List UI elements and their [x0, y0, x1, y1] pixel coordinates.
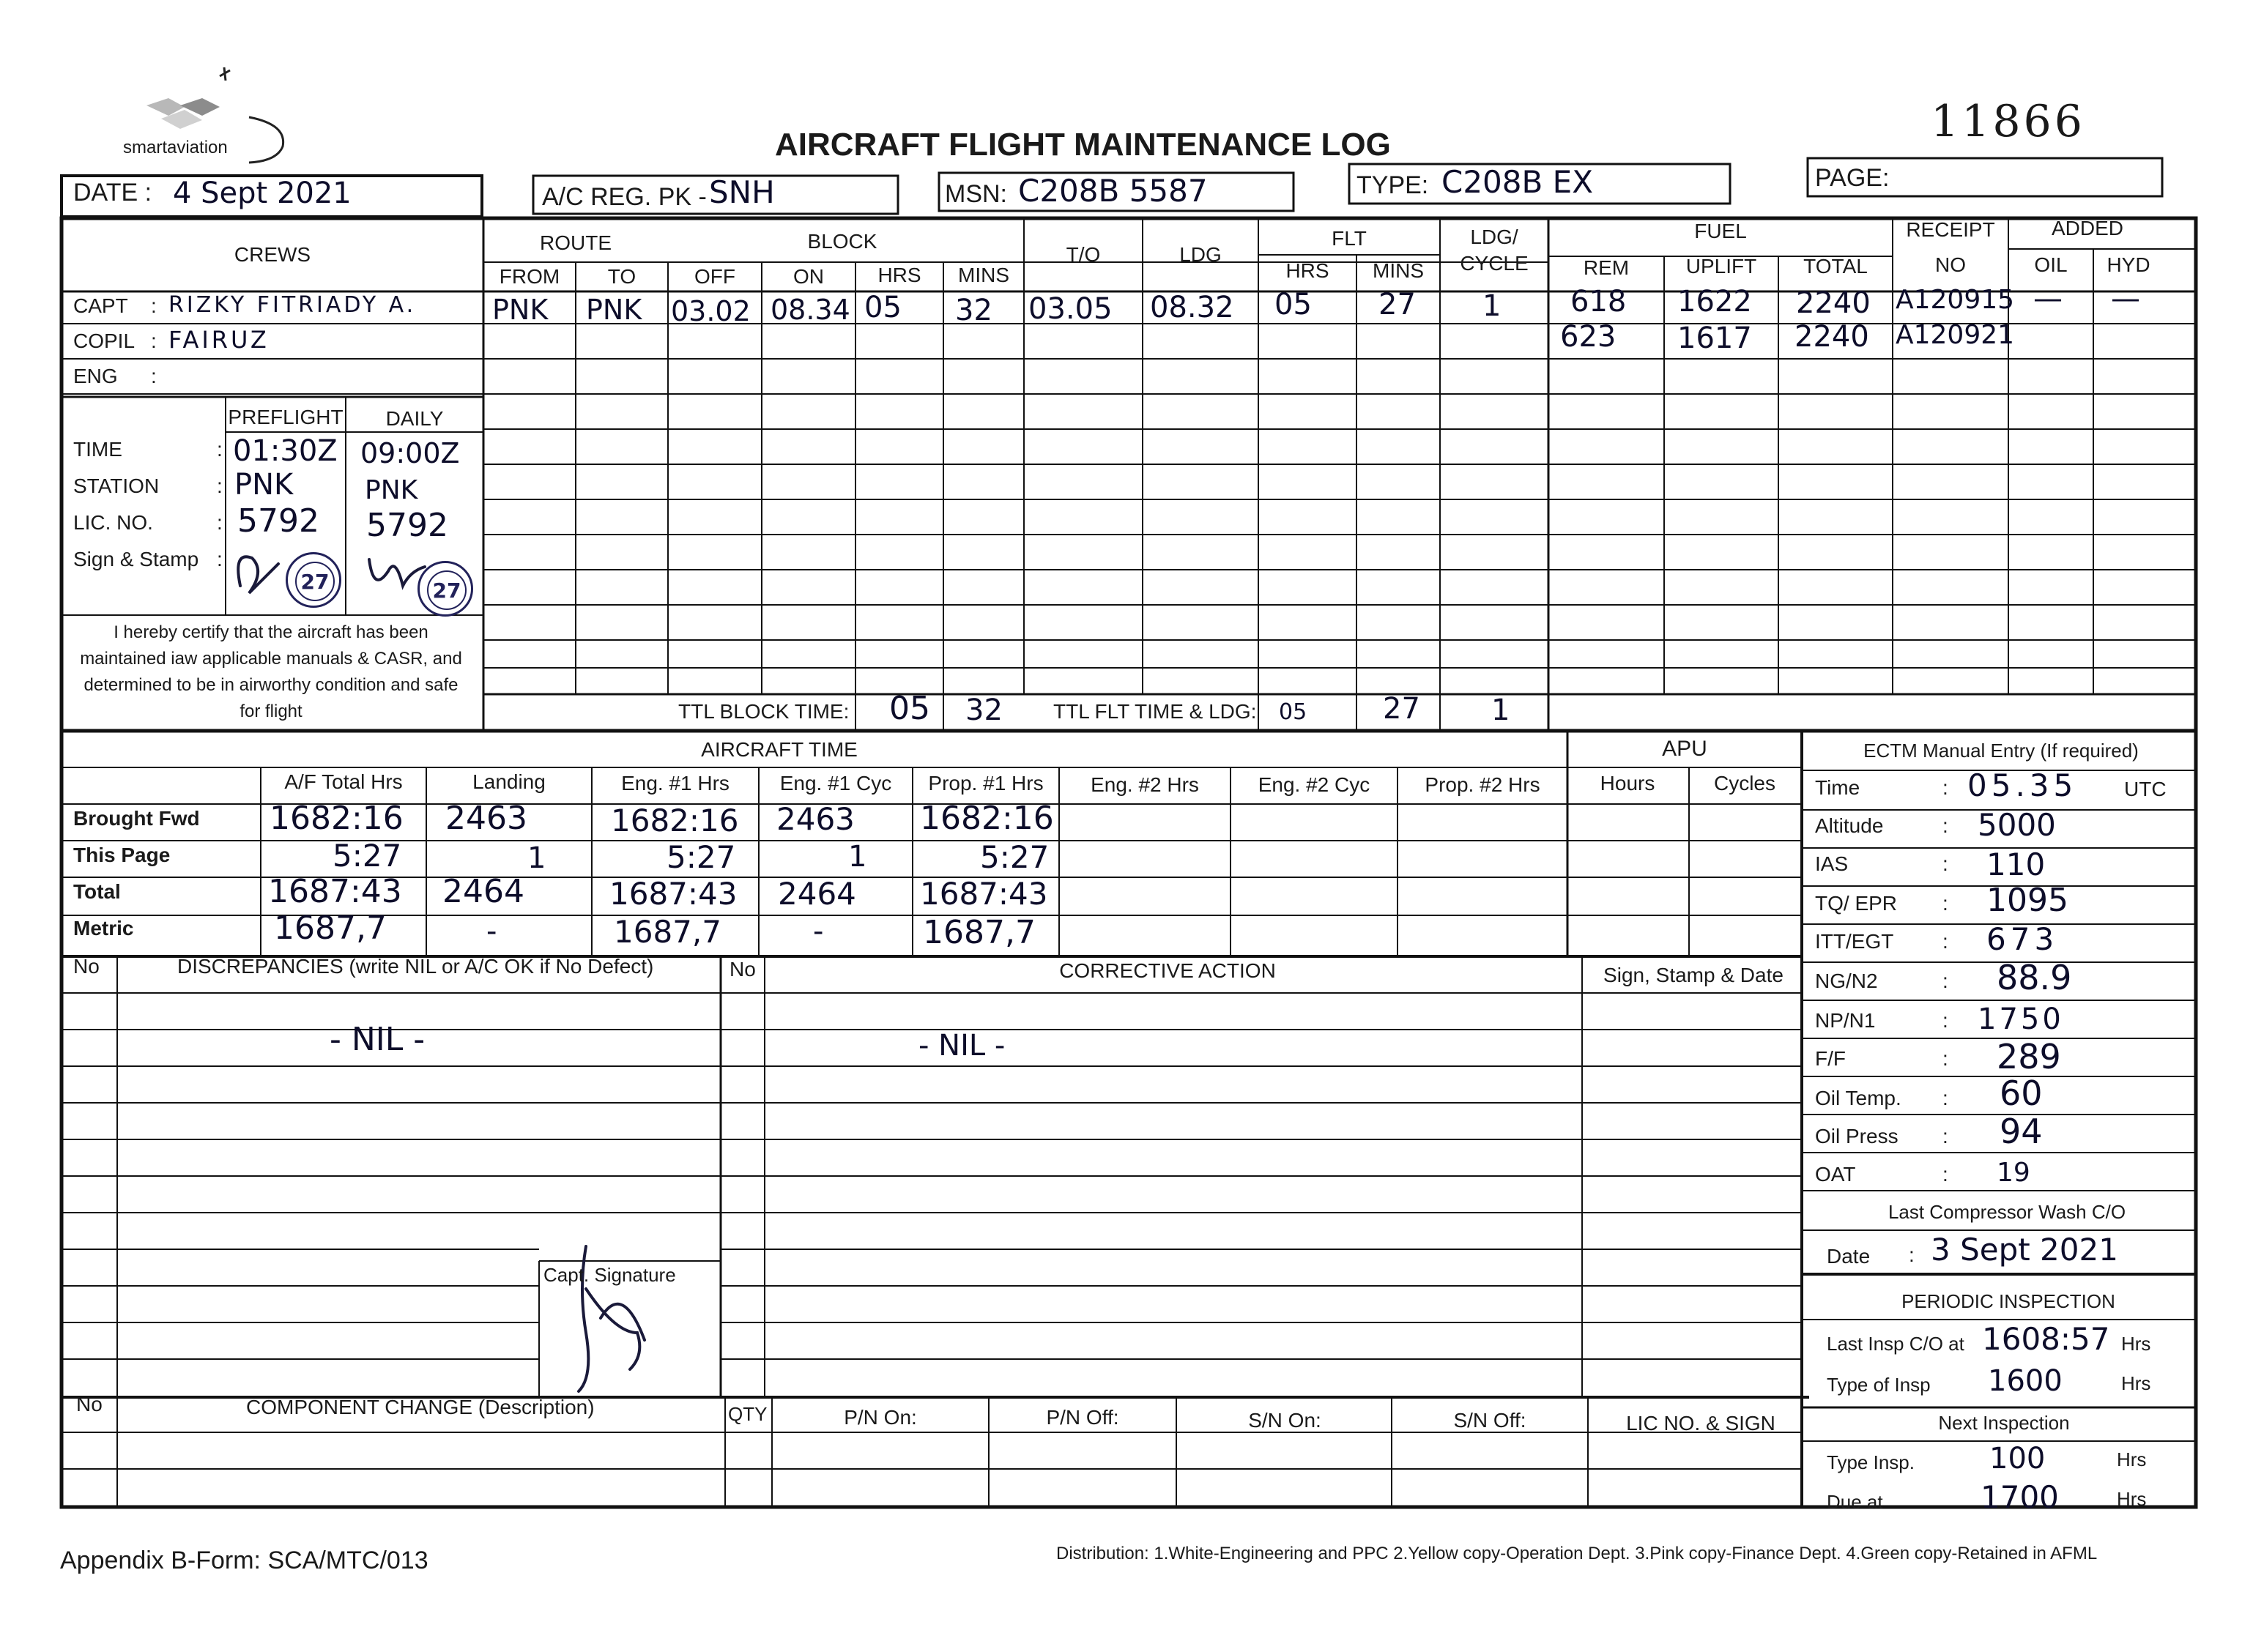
form-title: AIRCRAFT FLIGHT MAINTENANCE LOG [775, 127, 1391, 163]
receipt-no-2[interactable]: A120921 [1896, 320, 2015, 350]
reg-label: A/C REG. PK - [542, 183, 707, 211]
daily-time[interactable]: 09:00Z [360, 437, 460, 469]
ectm-colon-4: : [1942, 892, 1948, 915]
total-eng1[interactable]: 1687:43 [609, 876, 738, 912]
copil-colon: : [151, 330, 157, 352]
landing-time[interactable]: 08.32 [1150, 291, 1234, 324]
ectm-ng-label: NG/N2 [1815, 970, 1878, 992]
certify-line-2: maintained iaw applicable manuals & CASR, and [80, 649, 462, 669]
component-no-header: No [76, 1393, 103, 1415]
col-prop2-hrs: Prop. #2 Hrs [1425, 773, 1540, 796]
form-number: Appendix B-Form: SCA/MTC/013 [60, 1547, 428, 1574]
apu-cycles: Cycles [1713, 772, 1776, 795]
uplift-header: UPLIFT [1685, 255, 1757, 278]
brought-fwd-landing[interactable]: 2463 [445, 800, 527, 837]
off-header: OFF [694, 265, 735, 288]
col-prop1-hrs: Prop. #1 Hrs [928, 772, 1044, 795]
row-metric-label: Metric [73, 917, 134, 940]
wash-date-colon: : [1909, 1243, 1915, 1266]
added-header: ADDED [2051, 217, 2124, 239]
fuel-uplift-2[interactable]: 1617 [1677, 321, 1752, 355]
next-type-hrs: Hrs [2117, 1448, 2147, 1470]
on-header: ON [793, 265, 824, 288]
col-landing: Landing [472, 770, 546, 793]
last-insp-hrs: Hrs [2121, 1333, 2151, 1355]
apu-hours: Hours [1600, 772, 1655, 795]
ttl-ldg[interactable]: 1 [1491, 693, 1510, 727]
company-logo [139, 91, 249, 142]
daily-header: DAILY [385, 407, 444, 430]
to-header: TO [607, 265, 636, 288]
flt-header: FLT [1332, 227, 1367, 250]
total-af[interactable]: 1687:43 [268, 873, 402, 910]
ectm-title: ECTM Manual Entry (If required) [1863, 740, 2139, 762]
row-total-label: Total [73, 880, 121, 903]
ectm-colon-10: : [1942, 1125, 1948, 1147]
total-landing[interactable]: 2464 [442, 873, 524, 910]
metric-prop1[interactable]: 1687,7 [923, 914, 1036, 951]
type-label: TYPE: [1356, 171, 1429, 199]
ectm-oil-temp-label: Oil Temp. [1815, 1087, 1901, 1109]
last-insp-value[interactable]: 1608:57 [1982, 1321, 2110, 1357]
preflight-lic[interactable]: 5792 [237, 502, 319, 540]
col-eng1-cyc: Eng. #1 Cyc [779, 772, 892, 795]
metric-landing[interactable]: - [486, 915, 497, 948]
flt-hrs[interactable]: 05 [1274, 288, 1312, 321]
insp-time-label: TIME [73, 438, 122, 461]
col-af-total: A/F Total Hrs [284, 770, 403, 793]
ectm-oil-press-label: Oil Press [1815, 1125, 1898, 1147]
daily-stamp: 27 [417, 561, 473, 617]
date-value[interactable]: 4 Sept 2021 [173, 176, 352, 210]
fuel-uplift[interactable]: 1622 [1677, 285, 1752, 319]
certify-line-4: for flight [240, 702, 302, 721]
certify-line-3: determined to be in airworthy condition and safe [83, 675, 459, 695]
ectm-itt-value[interactable]: 673 [1986, 921, 2059, 957]
total-prop1[interactable]: 1687:43 [920, 876, 1048, 912]
ectm-colon-5: : [1942, 930, 1948, 953]
ectm-ias-value[interactable]: 110 [1986, 847, 2046, 882]
ectm-altitude-label: Altitude [1815, 814, 1884, 837]
capt-signature-label: Capt. Signature [543, 1264, 676, 1286]
flight-to[interactable]: PNK [586, 294, 642, 326]
ectm-colon-6: : [1942, 970, 1948, 992]
ectm-time-unit: UTC [2124, 778, 2167, 800]
ttl-flt-label: TTL FLT TIME & LDG: [1053, 700, 1257, 723]
logo-text: smartaviation [123, 138, 228, 157]
capt-label: CAPT [73, 294, 128, 317]
block-off[interactable]: 03.02 [671, 295, 751, 327]
brought-fwd-af[interactable]: 1682:16 [270, 800, 404, 837]
receipt-no-header: NO [1935, 253, 1966, 276]
last-insp-label: Last Insp C/O at [1827, 1333, 1964, 1355]
fuel-rem[interactable]: 618 [1570, 285, 1627, 319]
pn-off-header: P/N Off: [1046, 1406, 1119, 1429]
rem-header: REM [1583, 256, 1630, 279]
type-value[interactable]: C208B EX [1441, 164, 1593, 200]
ectm-colon-7: : [1942, 1009, 1948, 1032]
next-type-value[interactable]: 100 [1989, 1442, 2046, 1476]
this-page-eng1[interactable]: 5:27 [667, 839, 736, 875]
ldg-cycle[interactable]: 1 [1482, 289, 1502, 323]
wash-title: Last Compressor Wash C/O [1888, 1201, 2126, 1223]
flt-hrs-header: HRS [1285, 259, 1329, 282]
ttl-flt-mins[interactable]: 27 [1383, 692, 1420, 726]
insp-colon-2: : [217, 475, 223, 497]
ectm-itt-label: ITT/EGT [1815, 930, 1894, 953]
oil-added[interactable]: — [2033, 282, 2063, 316]
insp-lic-label: LIC. NO. [73, 511, 153, 534]
ttl-flt-hrs[interactable]: 05 [1279, 699, 1307, 725]
this-page-landing[interactable]: 1 [527, 841, 546, 875]
oil-header: OIL [2034, 253, 2068, 276]
preflight-time[interactable]: 01:30Z [233, 434, 338, 468]
distribution-note: Distribution: 1.White-Engineering and PPC 2.Yellow copy-Operation Dept. 3.Pink copy-Finance Dept. 4.Green copy-Retained in AFML [1056, 1544, 2098, 1563]
reg-value[interactable]: SNH [709, 174, 775, 210]
type-insp-label: Type of Insp [1827, 1374, 1931, 1396]
msn-label: MSN: [945, 180, 1007, 208]
ttl-block-hrs[interactable]: 05 [889, 690, 930, 727]
insp-sign-label: Sign & Stamp [73, 548, 199, 570]
total-header: TOTAL [1803, 255, 1868, 278]
msn-value[interactable]: C208B 5587 [1018, 173, 1208, 209]
next-type-label: Type Insp. [1827, 1451, 1915, 1473]
eng-colon: : [151, 365, 157, 387]
ectm-ff-value[interactable]: 289 [1997, 1037, 2061, 1076]
capt-colon: : [151, 294, 157, 317]
crews-header: CREWS [234, 243, 311, 266]
insp-colon-3: : [217, 511, 223, 534]
due-label: Due at [1827, 1491, 1883, 1513]
preflight-station[interactable]: PNK [234, 468, 294, 502]
brought-fwd-eng1-cyc[interactable]: 2463 [776, 801, 855, 837]
col-eng1-hrs: Eng. #1 Hrs [621, 772, 730, 795]
wash-date-label: Date [1827, 1245, 1871, 1268]
daily-lic[interactable]: 5792 [366, 507, 448, 544]
block-header: BLOCK [807, 230, 877, 253]
corrective-entry[interactable]: - NIL - [918, 1029, 1006, 1063]
ectm-colon-8: : [1942, 1047, 1948, 1070]
fuel-total-2[interactable]: 2240 [1794, 320, 1869, 354]
discrepancy-entry[interactable]: - NIL - [330, 1021, 426, 1058]
corrective-no-header: No [730, 958, 756, 981]
this-page-af[interactable]: 5:27 [333, 838, 402, 874]
ectm-ng-value[interactable]: 88.9 [1997, 958, 2072, 997]
sn-on-header: S/N On: [1248, 1409, 1321, 1432]
takeoff-time[interactable]: 03.05 [1028, 292, 1113, 326]
apu-title: APU [1662, 737, 1707, 761]
next-insp-title: Next Inspection [1938, 1412, 2070, 1434]
wash-date-value[interactable]: 3 Sept 2021 [1931, 1232, 2118, 1268]
ectm-np-value[interactable]: 1750 [1978, 1002, 2064, 1036]
block-hrs-header: HRS [877, 264, 921, 286]
block-hrs[interactable]: 05 [864, 291, 902, 324]
due-value[interactable]: 1700 [1981, 1479, 2059, 1515]
ectm-colon-2: : [1942, 814, 1948, 837]
total-eng1-cyc[interactable]: 2464 [778, 876, 856, 912]
hyd-header: HYD [2107, 253, 2150, 276]
ectm-oil-temp-value[interactable]: 60 [2000, 1074, 2043, 1113]
fuel-total[interactable]: 2240 [1796, 286, 1871, 320]
receipt-no[interactable]: A120915 [1896, 285, 2015, 315]
sign-stamp-date-header: Sign, Stamp & Date [1603, 964, 1784, 986]
flight-from[interactable]: PNK [492, 294, 549, 326]
col-eng2-cyc: Eng. #2 Cyc [1258, 773, 1370, 796]
route-header: ROUTE [540, 231, 612, 254]
metric-af[interactable]: 1687,7 [274, 909, 387, 947]
page-label: PAGE: [1815, 164, 1890, 192]
discrepancy-header: DISCREPANCIES (write NIL or A/C OK if No Defect) [177, 955, 654, 978]
block-mins[interactable]: 32 [955, 294, 992, 327]
ectm-colon-1: : [1942, 776, 1948, 799]
preflight-header: PREFLIGHT [228, 406, 344, 428]
fuel-rem-2[interactable]: 623 [1560, 320, 1617, 354]
sn-off-header: S/N Off: [1453, 1409, 1526, 1432]
block-mins-header: MINS [958, 264, 1009, 286]
flt-mins-header: MINS [1373, 259, 1424, 282]
row-this-page-label: This Page [73, 844, 171, 866]
capt-name[interactable]: RIZKY FITRIADY A. [168, 292, 417, 318]
ttl-block-mins[interactable]: 32 [965, 693, 1003, 727]
ectm-time-label: Time [1815, 776, 1860, 799]
aircraft-time-title: AIRCRAFT TIME [701, 738, 858, 761]
ectm-colon-3: : [1942, 852, 1948, 875]
ectm-ff-label: F/F [1815, 1047, 1846, 1070]
ectm-colon-11: : [1942, 1163, 1948, 1186]
corrective-header: CORRECTIVE ACTION [1059, 959, 1276, 982]
discrepancy-no-header: No [73, 955, 100, 978]
ectm-oat-label: OAT [1815, 1163, 1856, 1186]
preflight-stamp: 27 [286, 552, 341, 608]
component-header: COMPONENT CHANGE (Description) [246, 1396, 595, 1418]
pn-on-header: P/N On: [844, 1406, 917, 1429]
due-hrs: Hrs [2117, 1488, 2147, 1510]
insp-colon-1: : [217, 438, 223, 461]
ttl-block-label: TTL BLOCK TIME: [678, 700, 850, 723]
copil-label: COPIL [73, 330, 136, 352]
this-page-prop1[interactable]: 5:27 [980, 839, 1050, 875]
insp-station-label: STATION [73, 475, 160, 497]
this-page-eng1-cyc[interactable]: 1 [848, 840, 867, 874]
ectm-oil-press-value[interactable]: 94 [2000, 1112, 2043, 1151]
hyd-added[interactable]: — [2111, 282, 2140, 316]
receipt-header: RECEIPT [1906, 218, 1995, 241]
ectm-colon-9: : [1942, 1087, 1948, 1109]
metric-eng1-cyc[interactable]: - [813, 915, 824, 948]
col-eng2-hrs: Eng. #2 Hrs [1091, 773, 1199, 796]
row-brought-fwd-label: Brought Fwd [73, 807, 200, 830]
periodic-title: PERIODIC INSPECTION [1901, 1290, 2115, 1312]
ectm-altitude-value[interactable]: 5000 [1978, 807, 2056, 843]
ectm-tq-value[interactable]: 1095 [1986, 882, 2068, 919]
date-label: DATE : [73, 179, 152, 206]
flt-mins[interactable]: 27 [1378, 288, 1416, 321]
qty-header: QTY [728, 1403, 768, 1425]
metric-eng1[interactable]: 1687,7 [614, 914, 721, 950]
from-header: FROM [499, 265, 560, 288]
insp-colon-4: : [217, 548, 223, 570]
ectm-time-value[interactable]: 05.35 [1967, 767, 2078, 803]
brought-fwd-eng1[interactable]: 1682:16 [611, 803, 739, 838]
daily-station[interactable]: PNK [365, 475, 418, 505]
serial-number: 11866 [1931, 96, 2085, 147]
type-insp-value[interactable]: 1600 [1988, 1364, 2063, 1398]
fuel-header: FUEL [1694, 220, 1747, 242]
eng-label: ENG [73, 365, 118, 387]
ectm-ias-label: IAS [1815, 852, 1849, 875]
copil-name[interactable]: FAIRUZ [168, 326, 270, 354]
type-insp-hrs: Hrs [2121, 1372, 2151, 1394]
brought-fwd-prop1[interactable]: 1682:16 [920, 800, 1054, 837]
ectm-np-label: NP/N1 [1815, 1009, 1876, 1032]
ectm-tq-label: TQ/ EPR [1815, 892, 1898, 915]
ldg-header: LDG [1179, 243, 1222, 266]
ldg-cycle-header: LDG/ CYCLE [1460, 226, 1529, 275]
ectm-oat-value[interactable]: 19 [1997, 1158, 2030, 1188]
takeoff-header: T/O [1066, 243, 1101, 266]
certify-line-1: I hereby certify that the aircraft has been [114, 622, 428, 642]
lic-sign-header: LIC NO. & SIGN [1626, 1412, 1775, 1435]
block-on[interactable]: 08.34 [771, 294, 850, 326]
